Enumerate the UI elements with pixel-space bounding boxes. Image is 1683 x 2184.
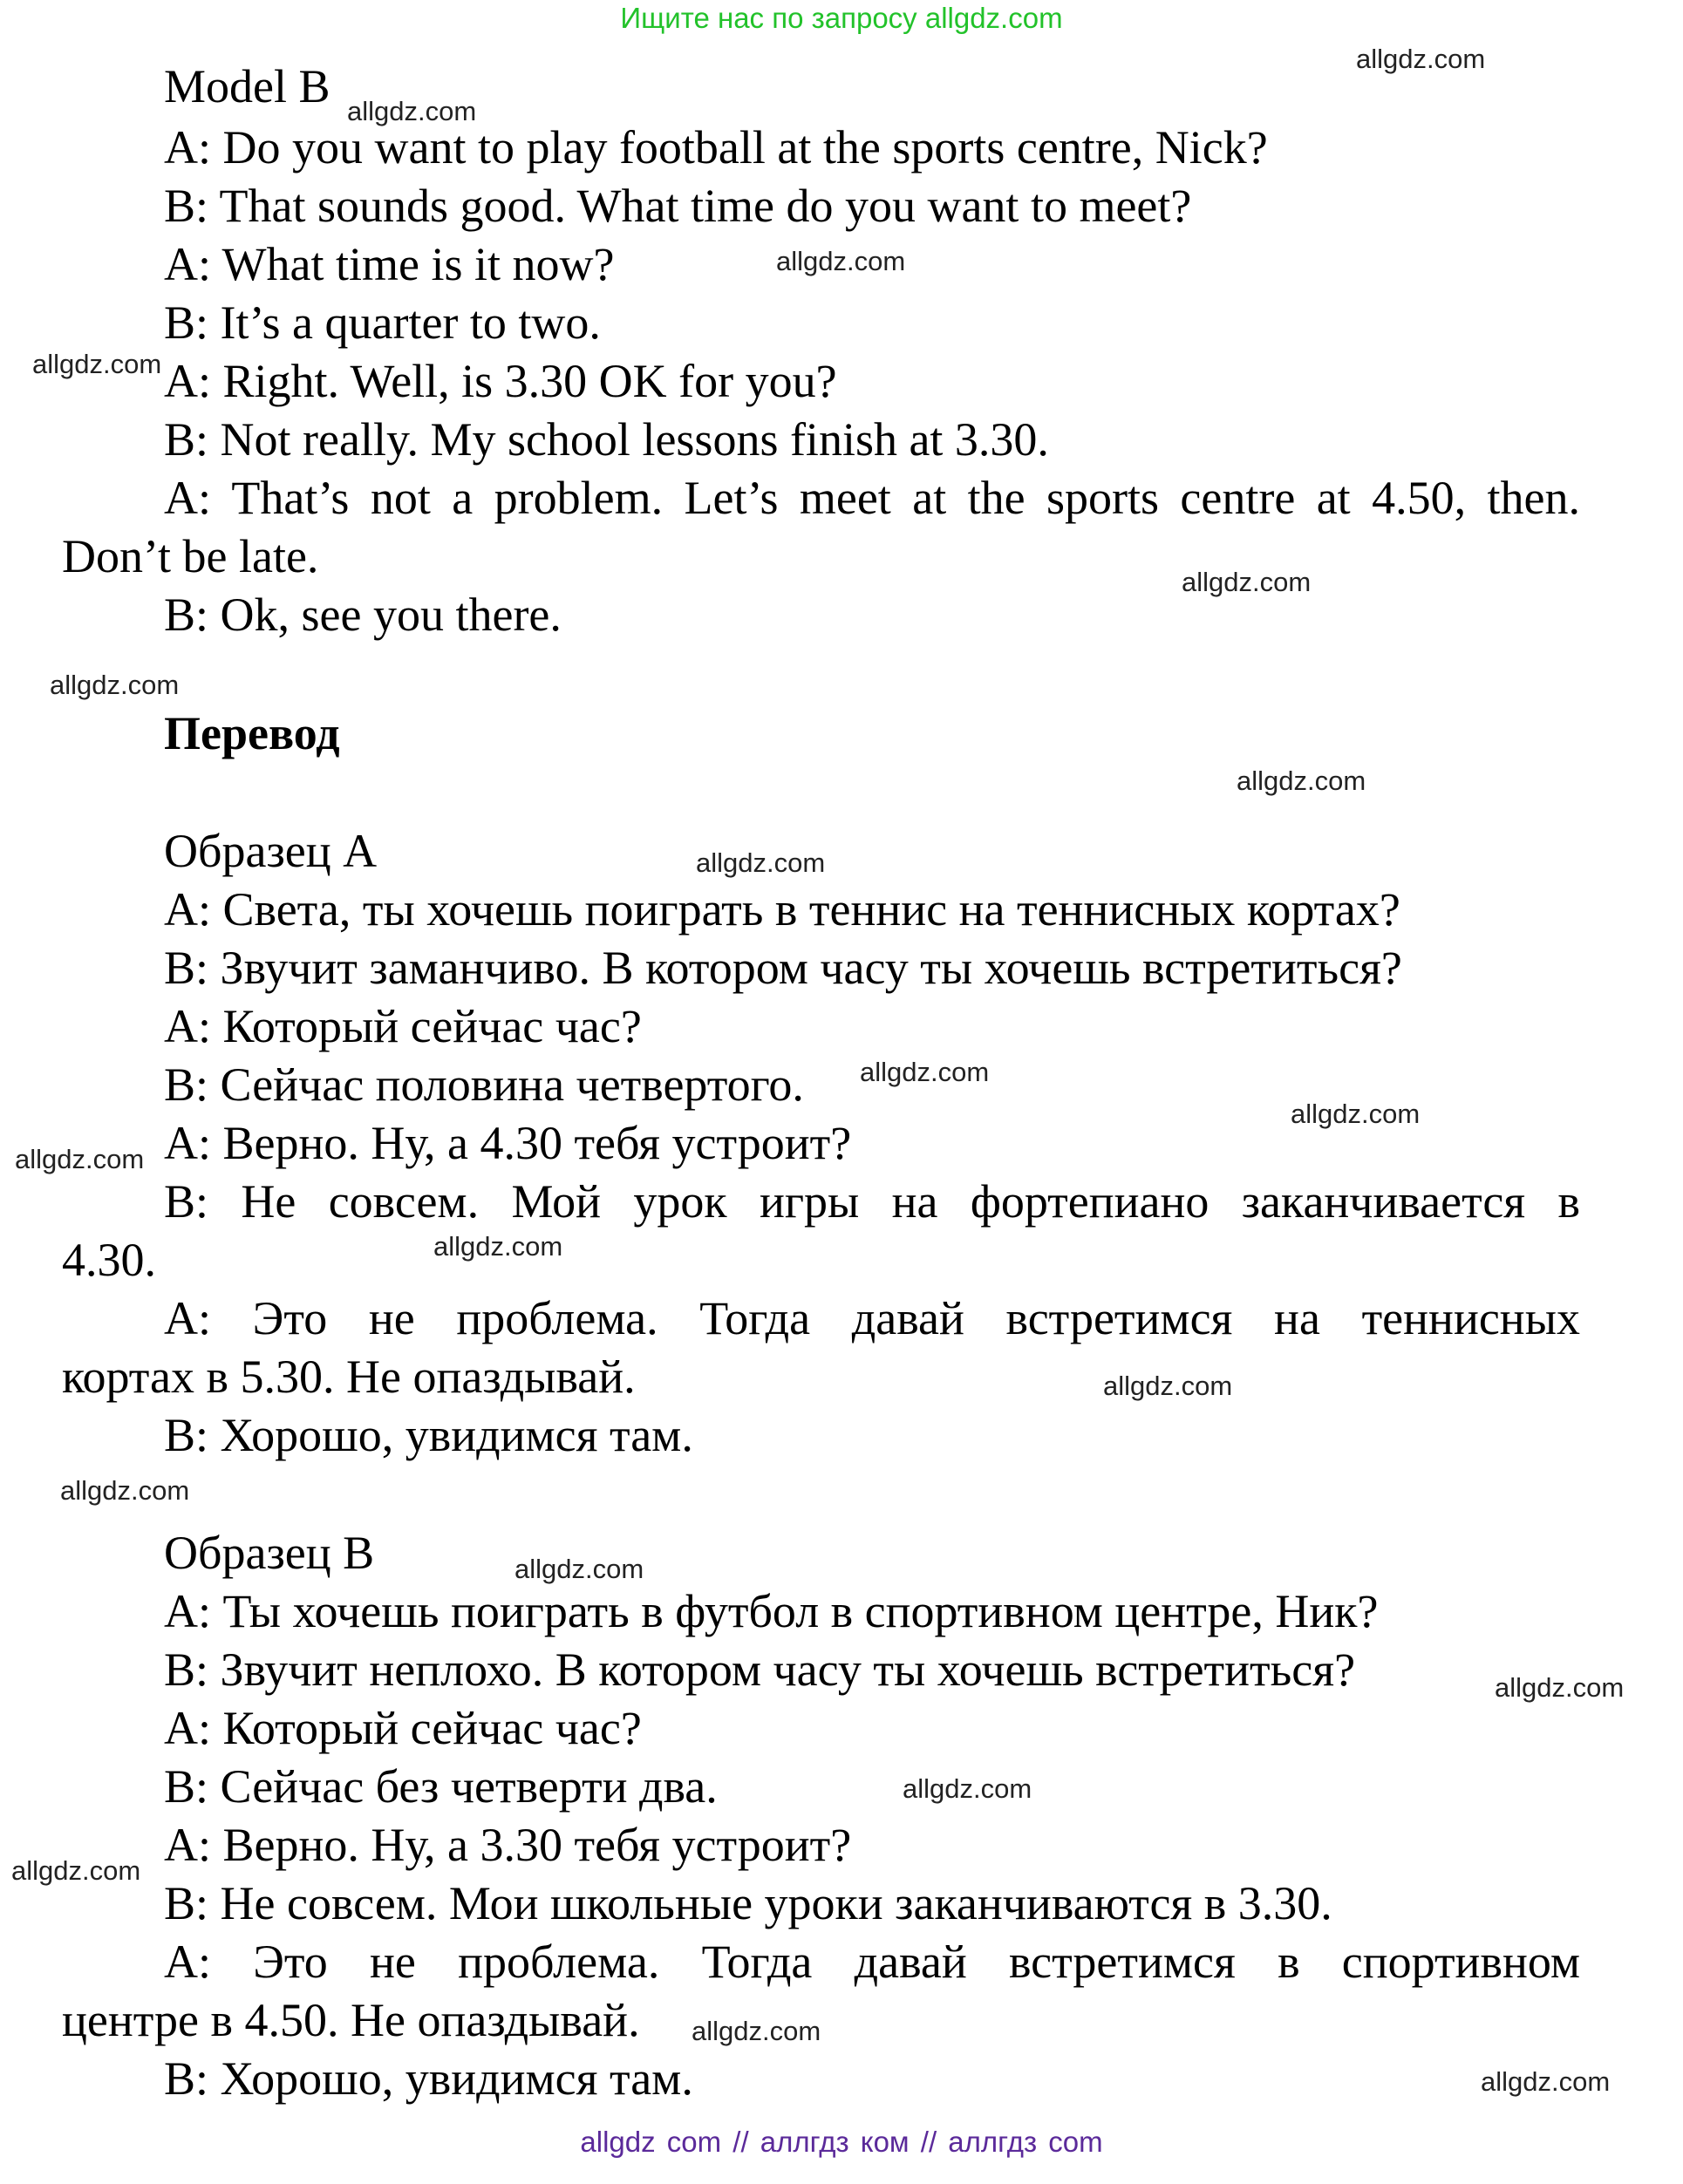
watermark: allgdz.com: [696, 847, 826, 878]
model-b-line-7-cont: Don’t be late.: [62, 530, 319, 582]
sample-a-line-3: А: Который сейчас час?: [164, 1000, 642, 1052]
watermark: allgdz.com: [50, 670, 180, 700]
sample-b-line-7-cont: центре в 4.50. Не опаздывай.: [62, 1994, 640, 2046]
watermark: allgdz.com: [11, 1855, 141, 1886]
watermark: allgdz.com: [1237, 765, 1366, 796]
watermark: allgdz.com: [1291, 1099, 1421, 1129]
sample-a-line-6-cont: 4.30.: [62, 1234, 156, 1286]
watermark: allgdz.com: [692, 2016, 821, 2046]
sample-a-line-8: В: Хорошо, увидимся там.: [164, 1409, 693, 1461]
sample-a-line-2: В: Звучит заманчиво. В котором часу ты хочешь встретиться?: [164, 942, 1402, 994]
watermark: allgdz.com: [1495, 1672, 1625, 1703]
watermark: allgdz.com: [860, 1057, 990, 1087]
watermark: allgdz.com: [776, 246, 906, 276]
model-b-line-2: B: That sounds good. What time do you want to meet?: [164, 180, 1192, 232]
sample-b-title: Образец В: [164, 1527, 375, 1579]
sample-b-line-1: А: Ты хочешь поиграть в футбол в спортивном центре, Ник?: [164, 1585, 1379, 1637]
watermark: allgdz.com: [903, 1773, 1032, 1804]
sample-a-line-1: А: Света, ты хочешь поиграть в теннис на теннисных кортах?: [164, 883, 1400, 936]
sample-b-line-5: А: Верно. Ну, а 3.30 тебя устроит?: [164, 1819, 852, 1871]
watermark: allgdz.com: [514, 1554, 644, 1584]
watermark: allgdz.com: [15, 1144, 145, 1174]
sample-a-line-4: В: Сейчас половина четвертого.: [164, 1058, 804, 1111]
model-b-line-7: A: That’s not a problem. Let’s meet at the sports centre at 4.50, then.: [164, 472, 1580, 524]
model-b-line-5: A: Right. Well, is 3.30 OK for you?: [164, 355, 837, 407]
sample-a-line-7: А: Это не проблема. Тогда давай встретимся на теннисных: [164, 1292, 1580, 1344]
sample-b-line-3: А: Который сейчас час?: [164, 1702, 642, 1754]
sample-a-line-5: А: Верно. Ну, а 4.30 тебя устроит?: [164, 1117, 852, 1169]
watermark: allgdz.com: [60, 1475, 190, 1506]
watermark: allgdz.com: [1481, 2066, 1611, 2097]
sample-b-line-7: А: Это не проблема. Тогда давай встретимся в спортивном: [164, 1936, 1580, 1988]
watermark: allgdz.com: [347, 96, 477, 126]
translation-heading: Перевод: [164, 707, 340, 759]
sample-a-line-6: В: Не совсем. Мой урок игры на фортепиано заканчивается в: [164, 1175, 1580, 1228]
model-b-line-1: A: Do you want to play football at the sports centre, Nick?: [164, 121, 1268, 173]
sample-b-line-8: В: Хорошо, увидимся там.: [164, 2052, 693, 2105]
model-b-line-8: B: Ok, see you there.: [164, 589, 562, 641]
watermark: allgdz.com: [1182, 567, 1312, 597]
sample-b-line-6: В: Не совсем. Мои школьные уроки заканчиваются в 3.30.: [164, 1877, 1332, 1929]
watermark: allgdz.com: [32, 349, 162, 379]
watermark: allgdz.com: [1103, 1371, 1233, 1401]
sample-a-title: Образец А: [164, 825, 378, 877]
model-b-line-6: B: Not really. My school lessons finish at 3.30.: [164, 413, 1049, 466]
sample-a-line-7-cont: кортах в 5.30. Не опаздывай.: [62, 1351, 636, 1403]
bottom-banner[interactable]: allgdz com // аллгдз ком // аллгдз com: [580, 2126, 1103, 2158]
watermark: allgdz.com: [1356, 44, 1486, 74]
watermark: allgdz.com: [433, 1231, 563, 1262]
top-banner[interactable]: Ищите нас по запросу allgdz.com: [620, 2, 1063, 34]
sample-b-line-2: В: Звучит неплохо. В котором часу ты хочешь встретиться?: [164, 1643, 1356, 1696]
model-b-line-4: B: It’s a quarter to two.: [164, 296, 601, 349]
model-b-title: Model B: [164, 60, 330, 112]
model-b-line-3: A: What time is it now?: [164, 238, 615, 290]
sample-b-line-4: В: Сейчас без четверти два.: [164, 1760, 718, 1813]
